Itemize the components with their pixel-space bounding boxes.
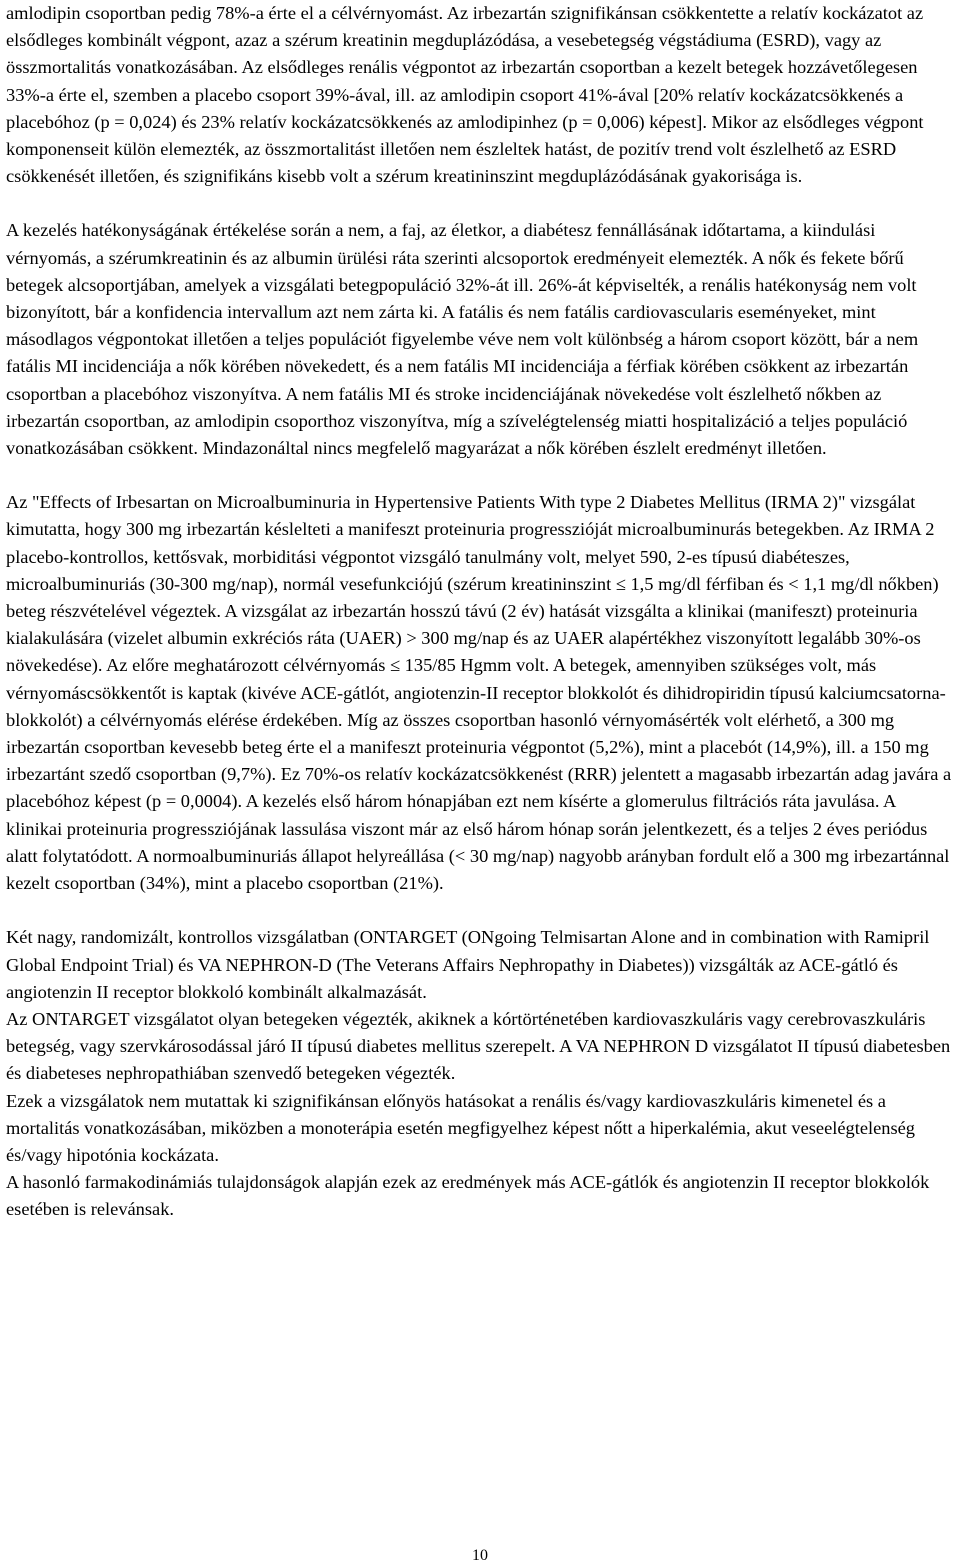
paragraph-subgroup-analysis: A kezelés hatékonyságának értékelése során a nem, a faj, az életkor, a diabétesz fennállásának időtartama, a kiindulási vérnyomás, a szérumkreatinin és az albumin ürülési ráta szerinti alcsoportok eredményeit elemezték. A nők és fekete bőrű betegek alcsoportjában, amelyek a vizsgálati betegpopuláció 32%-át ill. 26%-át képviselték, a renális hatékonyság nem volt bizonyított, bár a konfidencia intervallum azt nem zárta ki. A fatális és nem fatális cardiovascularis eseményeket, mint másodlagos végpontokat illetően a teljes populációt figyelembe véve nem volt különbség a három csoport között, bár a nem fatális MI incidenciája a nők körében növekedett, és a nem fatális MI incidenciája a férfiak körében csökkent az irbezartán csoportban a placebóhoz viszonyítva. A nem fatális MI és stroke incidenciájának növekedése volt észlelhető nőkben az irbezartán csoportban, az amlodipin csoporthoz viszonyítva, míg a szívelégtelenség miatti hospitalizáció a teljes populáció vonatkozásában csökkent. Mindazonáltal nincs megfelelő magyarázat a nők körében észlelt eredményt illetően. (6, 220, 919, 459)
paragraph-gap (6, 897, 956, 924)
paragraph-study-outcomes: Ezek a vizsgálatok nem mutattak ki szignifikánsan előnyös hatásokat a renális és/vagy kardiovaszkuláris kimenetel és a mortalitás vonatkozásában, miközben a monoterápia esetén megfigyelhez képest nőtt a hiperkalémia, akut veseelégtelenség és/vagy hipotónia kockázata. (6, 1090, 915, 1165)
paragraph-gap (6, 190, 956, 217)
paragraph-ontarget-nephron-intro: Két nagy, randomizált, kontrollos vizsgálatban (ONTARGET (ONgoing Telmisartan Alone and in combination with Ramipril Global Endpoint Trial) és VA NEPHRON-D (The Veterans Affairs Nephropathy in Diabetes)) vizsgálták az ACE-gátló és angiotenzin II receptor blokkoló kombinált alkalmazását. (6, 927, 930, 1002)
paragraph-primary-endpoint-results: amlodipin csoportban pedig 78%-a érte el a célvérnyomást. Az irbezartán szignifikánsan csökkentette a relatív kockázatot az elsődleges kombinált végpont, azaz a szérum kreatinin megduplázódása, a vesebetegség végstádiuma (ESRD), vagy az összmortalitás vonatkozásában. Az elsődleges renális végpontot az irbezartán csoportban a kezelt betegek hozzávetőlegesen 33%-a érte el, szemben a placebo csoport 39%-ával, ill. az amlodipin csoport 41%-ával [20% relatív kockázatcsökkenés a placebóhoz (p = 0,024) és 23% relatív kockázatcsökkenés az amlodipinhez (p = 0,006) képest]. Mikor az elsődleges végpont komponenseit külön elemezték, az összmortalitást illetően nem észleltek hatást, de pozitív trend volt észlelhető az ESRD csökkenését illetően, és szignifikáns kisebb volt a szérum kreatininszint megduplázódásának gyakorisága is. (6, 3, 924, 187)
paragraph-gap (6, 462, 956, 489)
paragraph-irma2-study: Az "Effects of Irbesartan on Microalbuminuria in Hypertensive Patients With type 2 Diabetes Mellitus (IRMA 2)" vizsgálat kimutatta, hogy 300 mg irbezartán késlelteti a manifeszt proteinuria progresszióját microalbuminurás betegekben. Az IRMA 2 placebo-kontrollos, kettősvak, morbiditási végpontot vizsgáló tanulmány volt, melyet 590, 2-es típusú diabéteszes, microalbuminuriás (30-300 mg/nap), normál vesefunkciójú (szérum kreatininszint ≤ 1,5 mg/dl férfiban és < 1,1 mg/dl nőkben) beteg részvételével végeztek. A vizsgálat az irbezartán hosszú távú (2 év) hatását vizsgálta a klinikai (manifeszt) proteinuria kialakulására (vizelet albumin exkréciós ráta (UAER) > 300 mg/nap és az UAER alapértékhez viszonyított legalább 30%-os növekedése). Az előre meghatározott célvérnyomás ≤ 135/85 Hgmm volt. A betegek, amennyiben szükséges volt, más vérnyomáscsökkentőt is kaptak (kivéve ACE-gátlót, angiotenzin-II receptor blokkolót és dihidropiridin típusú kalciumcsatorna-blokkolót) a célvérnyomás elérése érdekében. Míg az összes csoportban hasonló vérnyomásérték volt elérhető, a 300 mg irbezartán csoportban kevesebb beteg érte el a manifeszt proteinuria végpontot (5,2%), mint a placebót (14,9%), ill. a 150 mg irbezartánt szedő csoportban (9,7%). Ez 70%-os relatív kockázatcsökkenést (RRR) jelentett a magasabb irbezartán adag javára a placebóhoz képest (p = 0,0004). A kezelés első három hónapjában ezt nem kísérte a glomerulus filtrációs ráta javulása. A klinikai proteinuria progressziójának lassulása viszont már az első három hónap során jelentkezett, és a teljes 2 éves periódus alatt folytatódott. A normoalbuminuriás állapot helyreállása (< 30 mg/nap) nagyobb arányban fordult elő a 300 mg irbezartánnal kezelt csoportban (34%), mint a placebo csoportban (21%). (6, 492, 952, 894)
paragraph-class-relevance: A hasonló farmakodinámiás tulajdonságok alapján ezek az eredmények más ACE-gátlók és angiotenzin II receptor blokkolók esetében is relevánsak. (6, 1172, 930, 1220)
document-page (6, 0, 956, 1224)
paragraph-ontarget-population: Az ONTARGET vizsgálatot olyan betegeken végezték, akiknek a kórtörténetében kardiovaszkuláris vagy cerebrovaszkuláris betegség, vagy szervkárosodással járó II típusú diabetes mellitus szerepelt. A VA NEPHRON D vizsgálatot II típusú diabetesben és diabeteses nephropathiában szenvedő betegeken végezték. (6, 1008, 951, 1084)
page-number: 10 (472, 1547, 488, 1564)
